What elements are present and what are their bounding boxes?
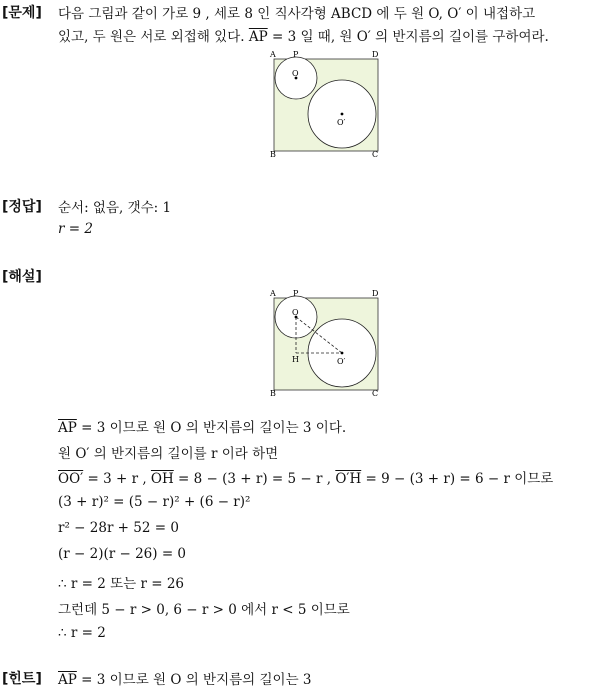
center-o-prime (341, 113, 344, 116)
explanation-line-4: (3 + r)² = (5 − r)² + (6 − r)² (58, 494, 251, 510)
label-o: O (292, 308, 299, 317)
explanation-text: = 9 − (3 + r) = 6 − r 이므로 (361, 471, 554, 487)
explanation-line-8: 그런데 5 − r > 0, 6 − r > 0 에서 r < 5 이므로 (58, 602, 350, 618)
label-a: A (270, 289, 276, 298)
segment-o-prime-h-label: O′H (335, 471, 362, 487)
explanation-line-7: ∴ r = 2 또는 r = 26 (58, 576, 185, 592)
label-o-prime: O′ (337, 118, 346, 127)
label-p: P (293, 289, 299, 298)
label-c: C (372, 389, 379, 398)
answer-line-2: r = 2 (58, 221, 93, 237)
problem-tag: [문제] (2, 5, 42, 21)
problem-text: 있고, 두 원은 서로 외접해 있다. (58, 29, 249, 45)
answer-line-1: 순서: 없음, 갯수: 1 (58, 200, 172, 216)
hint-text: = 3 이므로 원 O 의 반지름의 길이는 3 (76, 672, 312, 688)
label-o: O (292, 69, 299, 78)
explanation-line-1 (58, 416, 346, 436)
label-a: A (270, 50, 276, 59)
segment-ap: $\overline{AP}$ (248, 29, 268, 45)
label-p: P (293, 50, 299, 59)
problem-line-1: 다음 그림과 같이 가로 9 , 세로 8 인 직사각형 ABCD 에 두 원 O, O′ 이 내접하고 (58, 6, 536, 22)
explanation-line-2: 원 O′ 의 반지름의 길이를 r 이라 하면 (58, 446, 279, 462)
label-d: D (372, 289, 379, 298)
explanation-line-9: ∴ r = 2 (58, 625, 106, 641)
label-b: B (270, 150, 276, 159)
hint-tag: [힌트] (2, 671, 42, 687)
segment-ap: $\overline{AP}$ (58, 420, 77, 436)
segment-oh-label: $\overline{OH}$ (150, 471, 174, 487)
explanation-text: = 8 − (3 + r) = 5 − r , (173, 471, 336, 487)
label-b: B (270, 389, 276, 398)
label-d: D (372, 50, 379, 59)
explanation-text: = 3 이므로 원 O 의 반지름의 길이는 3 이다. (76, 420, 347, 436)
center-o-prime (341, 352, 344, 355)
problem-line-2 (58, 25, 549, 45)
explanation-figure (268, 287, 388, 399)
segment-oo-prime-label: OO′ (58, 471, 84, 487)
label-c: C (372, 150, 379, 159)
explanation-line-5: r² − 28r + 52 = 0 (58, 520, 179, 536)
explanation-line-6: (r − 2)(r − 26) = 0 (58, 546, 187, 562)
problem-text: = 3 일 때, 원 O′ 의 반지름의 길이를 구하여라. (267, 29, 549, 45)
explanation-line-3 (58, 467, 553, 487)
answer-tag: [정답] (2, 199, 42, 215)
explanation-text: = 3 + r , (83, 471, 151, 487)
segment-ap: $\overline{AP}$ (58, 672, 77, 688)
problem-figure (268, 48, 388, 160)
explanation-tag: [해설] (2, 269, 42, 285)
hint-line (58, 668, 312, 688)
label-o-prime: O′ (337, 357, 346, 366)
label-h: H (292, 355, 299, 364)
